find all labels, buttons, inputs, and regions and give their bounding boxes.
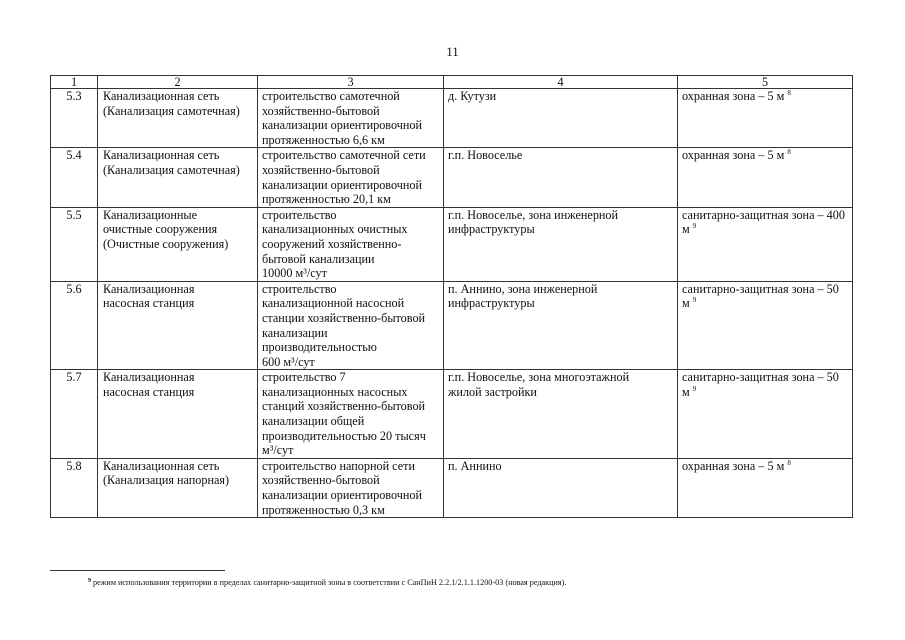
location-line: д. Кутузи (448, 89, 497, 103)
facility-name-line: (Очистные сооружения) (103, 236, 229, 251)
row-number: 5.5 (51, 207, 98, 281)
measure-line: протяженностью 6,6 км (262, 132, 385, 147)
location-line: инфраструктуры (448, 222, 535, 237)
table-row (51, 370, 853, 459)
measure-line: производительностью (262, 340, 377, 355)
measure-line: канализации общей (262, 414, 365, 429)
cell-measure (258, 207, 444, 281)
row-number: 5.8 (51, 458, 98, 517)
facility-name-line: очистные сооружения (103, 222, 218, 237)
footnote-text: режим использования территории в пределах санитарно-защитной зоны в соответствии с СанПиН 2.2.1/2.1.1.1200-03 (новая редакция). (93, 578, 567, 587)
measure-line: 600 м³/сут (262, 354, 315, 369)
measure-line: станций хозяйственно-бытовой (262, 399, 426, 414)
cell-name (98, 148, 258, 207)
measure-line: станции хозяйственно-бытовой (262, 310, 426, 325)
measure-line: строительство (262, 207, 337, 222)
measure-line: строительство (262, 281, 337, 296)
location-line: жилой застройки (448, 384, 537, 399)
footnote-ref: 9 (692, 384, 697, 393)
measure-line: м³/сут (262, 443, 294, 458)
cell-location (444, 207, 678, 281)
location-line: п. Аннино, зона инженерной (448, 281, 598, 296)
cell-location (444, 281, 678, 370)
footnote-ref: 9 (692, 222, 697, 231)
measure-line: протяженностью 0,3 км (262, 502, 385, 517)
cell-zone (678, 207, 853, 281)
cell-zone (678, 281, 853, 370)
cell-location (444, 370, 678, 459)
cell-location (444, 148, 678, 207)
page-number: 11 (446, 44, 459, 59)
cell-measure (258, 89, 444, 148)
location-line: г.п. Новоселье (448, 148, 523, 163)
zone-text: охранная зона – 5 м (682, 89, 785, 103)
footnote-marker: 9 (88, 578, 91, 584)
facility-name-line: (Канализация самотечная) (103, 162, 240, 177)
cell-location (444, 89, 678, 148)
facility-name-line: (Канализация напорная) (103, 473, 230, 488)
measure-line: канализации (262, 325, 328, 340)
zone-text: охранная зона – 5 м (682, 458, 785, 473)
cell-zone (678, 370, 853, 459)
zone-text: санитарно-защитная зона – 400 м (682, 207, 845, 237)
measure-line: протяженностью 20,1 км (262, 192, 391, 207)
footnote-ref: 8 (787, 89, 791, 97)
measure-line: производительностью 20 тысяч (262, 428, 426, 443)
cell-measure (258, 370, 444, 459)
measure-line: строительство самотечной (262, 89, 400, 103)
table-row (51, 89, 853, 148)
cell-zone (678, 458, 853, 517)
facility-name-line: Канализационная сеть (103, 148, 220, 163)
table-row (51, 281, 853, 370)
facility-name-line: насосная станция (103, 384, 195, 399)
footnote-ref: 9 (692, 296, 697, 305)
measure-line: строительство напорной сети (262, 458, 415, 473)
table-header-row (51, 76, 853, 89)
facility-name-line: Канализационные (103, 207, 198, 222)
measure-line: 10000 м³/сут (262, 266, 327, 281)
measure-line: канализации ориентировочной (262, 177, 423, 192)
footnote-ref: 8 (787, 148, 791, 157)
footnote (88, 578, 566, 588)
location-line: инфраструктуры (448, 296, 535, 311)
facility-name-line: Канализационная сеть (103, 458, 220, 473)
table-body (51, 89, 853, 518)
footnote-ref: 8 (787, 458, 791, 467)
measure-line: сооружений хозяйственно- (262, 236, 402, 251)
cell-name (98, 281, 258, 370)
facility-name-line: Канализационная сеть (103, 89, 220, 103)
measure-line: канализации ориентировочной (262, 118, 423, 133)
cell-location (444, 458, 678, 517)
cell-zone (678, 89, 853, 148)
cell-measure (258, 458, 444, 517)
measure-line: строительство самотечной сети (262, 148, 426, 163)
measure-line: хозяйственно-бытовой (262, 473, 380, 488)
zone-text: охранная зона – 5 м (682, 148, 785, 163)
measure-line: канализационной насосной (262, 296, 405, 311)
measure-line: канализационных очистных (262, 222, 408, 237)
column-header: 5 (678, 76, 853, 89)
cell-name (98, 458, 258, 517)
column-header: 2 (98, 76, 258, 89)
location-line: г.п. Новоселье, зона инженерной (448, 207, 619, 222)
facilities-table (50, 75, 853, 518)
cell-name (98, 370, 258, 459)
measure-line: бытовой канализации (262, 251, 375, 266)
footnote-divider (50, 570, 225, 571)
zone-text: санитарно-защитная зона – 50 м (682, 370, 839, 399)
measure-line: хозяйственно-бытовой (262, 103, 380, 118)
cell-measure (258, 281, 444, 370)
table-row (51, 207, 853, 281)
row-number: 5.7 (51, 370, 98, 459)
cell-measure (258, 148, 444, 207)
zone-text: санитарно-защитная зона – 50 м (682, 281, 839, 311)
measure-line: канализационных насосных (262, 384, 408, 399)
table-row (51, 458, 853, 517)
table-row (51, 148, 853, 207)
facility-name-line: (Канализация самотечная) (103, 103, 240, 118)
row-number: 5.3 (51, 89, 98, 148)
measure-line: канализации ориентировочной (262, 488, 423, 503)
measure-line: строительство 7 (262, 370, 346, 385)
facility-name-line: Канализационная (103, 370, 195, 385)
cell-zone (678, 148, 853, 207)
column-header: 1 (51, 76, 98, 89)
column-header: 3 (258, 76, 444, 89)
row-number: 5.4 (51, 148, 98, 207)
measure-line: хозяйственно-бытовой (262, 162, 380, 177)
facility-name-line: насосная станция (103, 296, 195, 311)
cell-name (98, 207, 258, 281)
location-line: г.п. Новоселье, зона многоэтажной (448, 370, 630, 385)
cell-name (98, 89, 258, 148)
facility-name-line: Канализационная (103, 281, 195, 296)
location-line: п. Аннино (448, 458, 502, 473)
row-number: 5.6 (51, 281, 98, 370)
column-header: 4 (444, 76, 678, 89)
